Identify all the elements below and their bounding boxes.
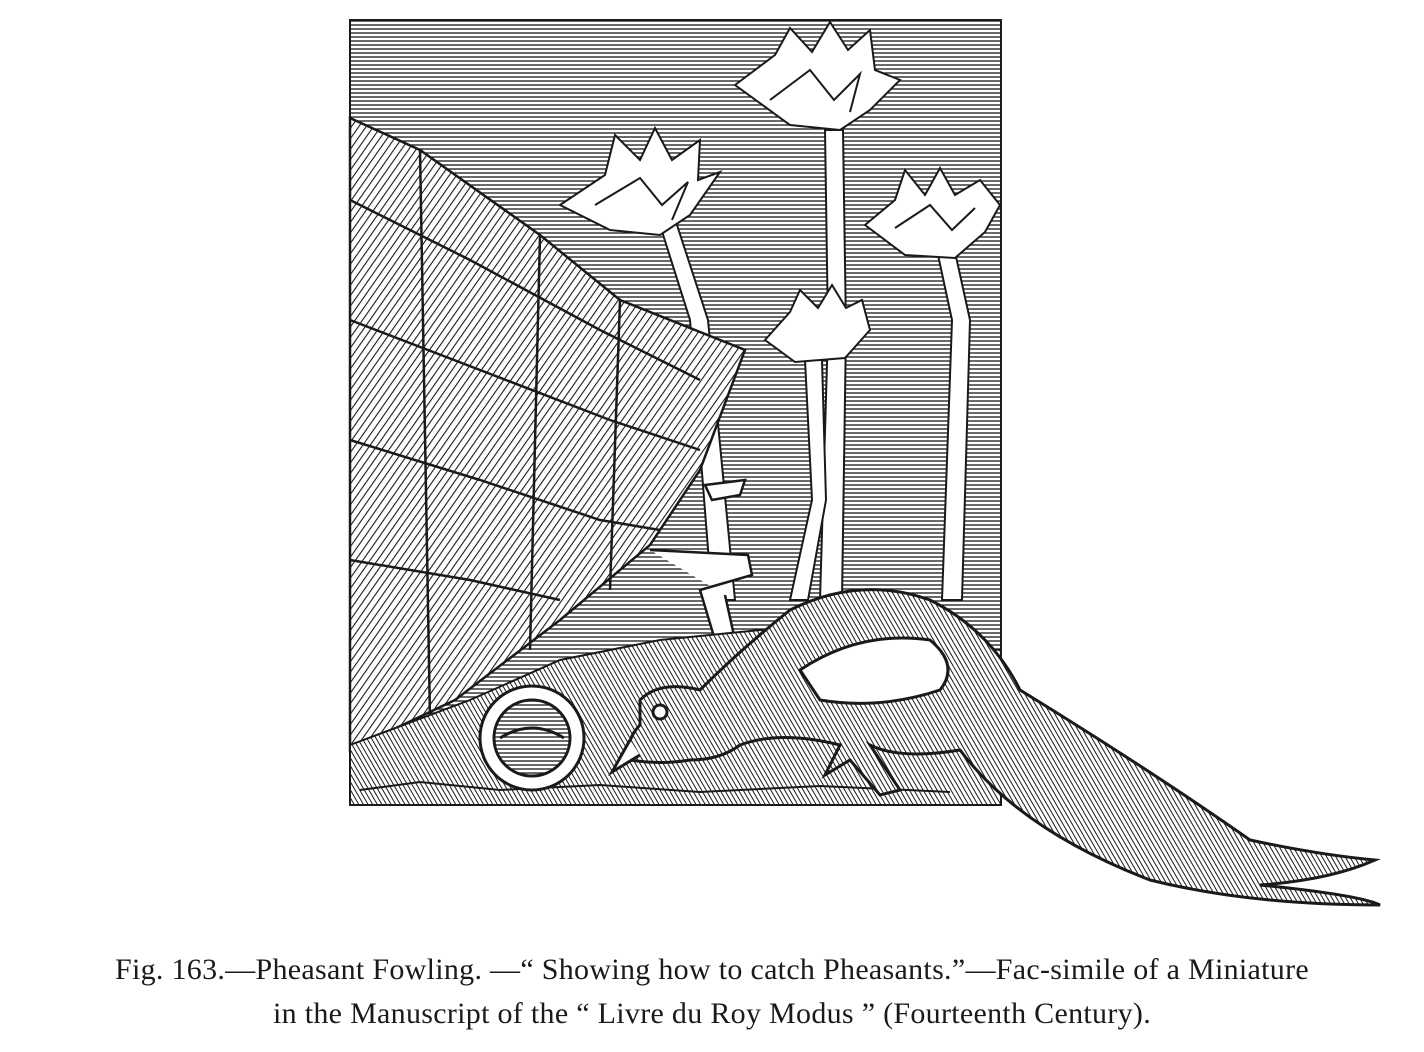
bait-disk	[480, 686, 584, 790]
figure-caption	[0, 948, 1424, 1036]
caption-line-1: Fig. 163.—Pheasant Fowling. —“ Showing how to catch Pheasants.”—Fac-simile of a Miniature	[114, 953, 1310, 986]
caption-line-2: in the Manuscript of the “ Livre du Roy Modus ” (Fourteenth Century).	[272, 997, 1152, 1030]
